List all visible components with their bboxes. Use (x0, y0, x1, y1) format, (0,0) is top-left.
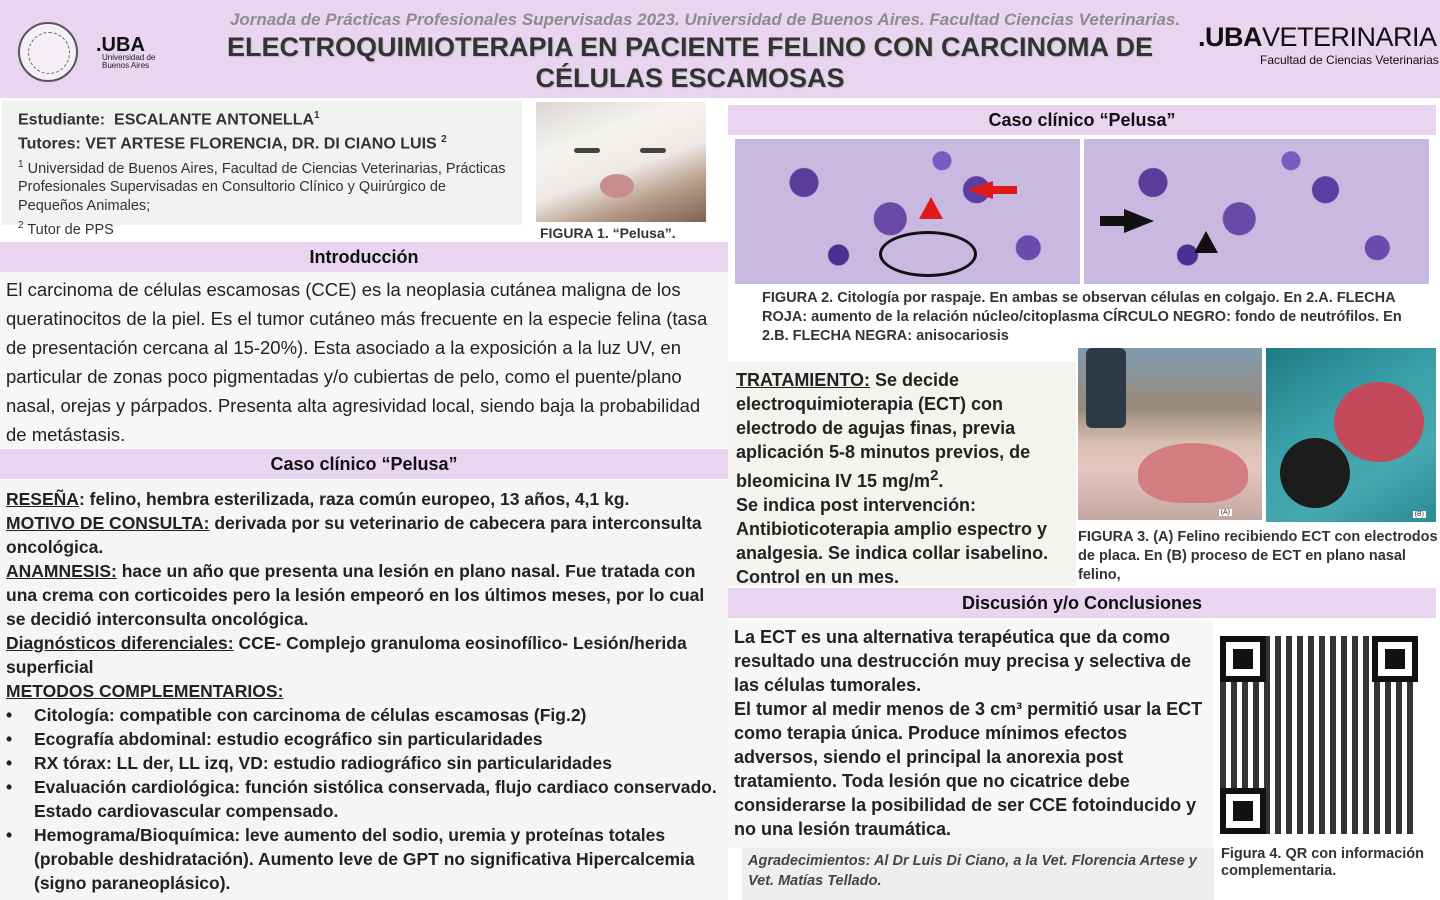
nasal-lesion (1334, 382, 1424, 462)
authors-box (2, 101, 522, 239)
caso-text (6, 487, 722, 895)
figure-1-caption: FIGURA 1. “Pelusa”. (540, 225, 676, 241)
black-circle-marker (879, 231, 977, 277)
metodos-bullet: • Hemograma/Bioquímica: leve aumento del sodio, uremia y proteínas totales (probable deshidratación). Aumento leve de GPT no significativa Hipercalcemia (signo paraneoplásico). (6, 823, 722, 895)
figure-3-caption: FIGURA 3. (A) Felino recibiendo ECT con electrodos de placa. En (B) proceso de ECT en plano nasal felino, (1078, 529, 1438, 583)
discusion-p1: La ECT es una alternativa terapéutica que da como resultado una destrucción muy precisa y selectiva de las células tumorales. (734, 627, 1192, 695)
tratamiento-text: TRATAMIENTO: Se decide electroquimioterapia (ECT) con electrodo de agujas finas, previa aplicación 5-8 minutos previos, de bleomicina IV 15 $mg/m^2$. Se indica post intervención: Antibioticoterapia amplio espectro y analgesia. Se indica collar isabelino. Control en un mes. (736, 368, 1072, 589)
qr-code-icon[interactable] (1216, 632, 1422, 838)
qr-finder (1220, 636, 1266, 682)
figure-2-caption: FIGURA 2. Citología por raspaje. En ambas se observan células en colgajo. En 2.A. FLECHA ROJA: aumento de la relación núcleo/citoplasma CÍRCULO NEGRO: fondo de neutrófilos. En 2.B. FLECHA NEGRA: anisocariosis (762, 290, 1402, 344)
qr-finder (1372, 636, 1418, 682)
tratamiento-indicaciones: Se indica post intervención: Antibioticoterapia amplio espectro y analgesia. Se indica collar isabelino. Control en un mes. (736, 495, 1049, 587)
red-arrow-icon (967, 181, 993, 199)
figure-3a-tag: (A) (1220, 509, 1230, 516)
caso-right-heading: Caso clínico “Pelusa” (728, 105, 1436, 135)
figure-4-caption: Figura 4. QR con información complementaria. (1221, 846, 1425, 879)
discusion-heading: Discusión y/o Conclusiones (728, 588, 1436, 618)
uba-veterinaria-logo-sub: Facultad de Ciencias Veterinarias (1260, 53, 1439, 67)
figure-3a-photo (1078, 348, 1262, 520)
diagnostico-line: Diagnósticos diferenciales: CCE- Complejo granuloma eosinofílico- Lesión/herida superficial (6, 633, 687, 677)
caso-heading: Caso clínico “Pelusa” (0, 449, 728, 479)
figure-3b-photo (1266, 348, 1436, 522)
qr-finder (1220, 788, 1266, 834)
uba-veterinaria-logo: .UBAVETERINARIA (1198, 22, 1437, 52)
electrode-probe (1280, 438, 1350, 508)
electrode-probe (1086, 348, 1126, 428)
uba-logo-left-sub: Universidad de Buenos Aires (102, 53, 156, 70)
motivo-line: MOTIVO DE CONSULTA: derivada por su veterinario de cabecera para interconsulta oncológica. (6, 513, 702, 557)
agradecimientos-text: Agradecimientos: Al Dr Luis Di Ciano, a la Vet. Florencia Artese y Vet. Matías Tellado. (748, 853, 1197, 889)
black-arrow-icon (1124, 209, 1154, 233)
figure-1-cat-photo (536, 102, 706, 222)
affiliation-2: $^2$ Tutor de PPS (18, 220, 114, 239)
discusion-p2: El tumor al medir menos de 3 cm³ permitió usar la ECT como terapia única. Produce mínimos efectos adversos, siendo el principal la anorexia post tratamiento. Toda lesión que no cicatrice debe considerarse la posibilidad de ser CCE fotoinducido y no una lesión traumática. (734, 699, 1203, 839)
uba-logo-left: .UBA (96, 34, 145, 56)
metodos-bullet: • Ecografía abdominal: estudio ecográfico sin particularidades (6, 727, 722, 751)
intro-text: El carcinoma de células escamosas (CCE) es la neoplasia cutánea maligna de los queratinocitos de la piel. Es el tumor cutáneo más frecuente en la especie felina (tasa de presentación cercana al 15-20%). Esta asociado a la exposición a la luz UV, en particular de zonas poco pigmentadas y/o cubiertas de pelo, como el puente/plano nasal, orejas y párpados. Presenta alta agresividad local, siendo baja la probabilidad de metástasis. (6, 279, 708, 445)
cat-eye-left (574, 148, 600, 153)
cat-nose-lesion (600, 174, 634, 198)
anamnesis-line: ANAMNESIS: hace un año que presenta una lesión en plano nasal. Fue tratada con una crema con corticoides pero la lesión empeoró en los últimos meses, por lo cual se decidió interconsulta oncológica. (6, 561, 705, 629)
metodos-bullet: • Evaluación cardiológica: función sistólica conservada, flujo cardiaco conservado. Estado cardiovascular compensado. (6, 775, 722, 823)
black-arrow-icon (1194, 231, 1218, 253)
discusion-text (734, 625, 1210, 841)
university-seal-icon (18, 22, 78, 82)
poster-subtitle: Jornada de Prácticas Profesionales Supervisadas 2023. Universidad de Buenos Aires. Facultad Ciencias Veterinarias. (229, 10, 1181, 29)
metodos-label: METODOS COMPLEMENTARIOS: (6, 681, 284, 701)
poster-title: ELECTROQUIMIOTERAPIA EN PACIENTE FELINO CON CARCINOMA DE CÉLULAS ESCAMOSAS (226, 32, 1153, 93)
figure-2a-cytology (735, 139, 1080, 284)
tutors-line: Tutores: VET ARTESE FLORENCIA, DR. DI CIANO LUIS $^2$ (18, 134, 447, 153)
red-arrow-icon (919, 197, 943, 219)
cat-eye-right (640, 148, 666, 153)
figure-2b-cytology (1084, 139, 1429, 284)
intro-heading: Introducción (0, 242, 728, 272)
cat-mouth (1138, 443, 1248, 503)
figure-3b-tag: (B) (1414, 511, 1424, 518)
affiliation-1: $^1$ Universidad de Buenos Aires, Facultad de Ciencias Veterinarias, Prácticas Profesionales Supervisadas en Consultorio Clínico y Quirúrgico de Pequeños Animales; (18, 158, 506, 215)
resena-line: RESEÑA: felino, hembra esterilizada, raza común europeo, 13 años, 4,1 kg. (6, 489, 630, 509)
metodos-bullet: • Citología: compatible con carcinoma de células escamosas (Fig.2) (6, 703, 722, 727)
student-line: Estudiante: ESCALANTE ANTONELLA$^1$ (18, 110, 320, 129)
metodos-bullet: • RX tórax: LL der, LL izq, VD: estudio radiográfico sin particularidades (6, 751, 722, 775)
